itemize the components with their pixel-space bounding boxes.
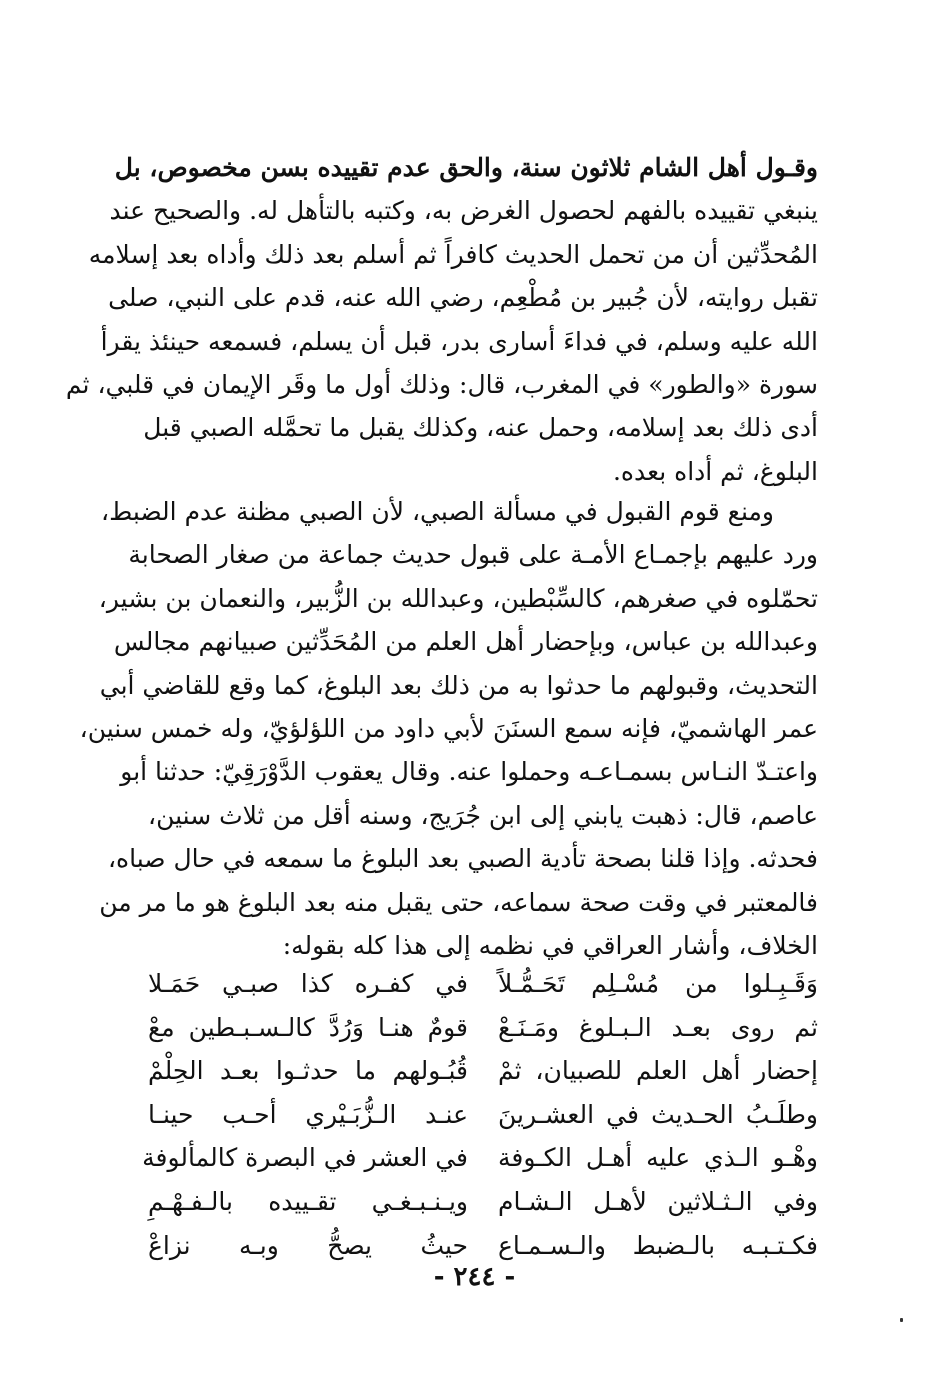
paragraph-line: البلوغ، ثم أداه بعده.	[612, 456, 818, 486]
verse-second-hemistich: عنـد الـزُّبَـيْري أحـب حينـا	[148, 1099, 468, 1129]
verse-first-hemistich: فكـتـبـه بالـضبط والـسـمـاع	[498, 1230, 818, 1260]
verse-second-hemistich: قُبُـولهم ما حدثـوا بعـد الحِلْمْ	[148, 1056, 468, 1086]
paragraph-line: ينبغي تقييده بالفهم لحصول الغرض به، وكتبه بالتأهل له. والصحيح عند	[109, 196, 818, 226]
paragraph-line: سورة «والطور» في المغرب، قال: وذلك أول ما وقَر الإيمان في قلبي، ثم	[65, 370, 818, 400]
paragraph-line: وقـول أهل الشام ثلاثون سنة، والحق عدم تقييده بسن مخصوص، بل	[114, 153, 818, 182]
scan-speck	[900, 1318, 903, 1322]
paragraph-2	[79, 490, 818, 967]
verse-second-hemistich: حيثُ يصحُّ وبـه نزاعْ	[148, 1230, 468, 1260]
paragraph-line: فحدثه. وإذا قلنا بصحة تأدية الصبي بعد البلوغ ما سمعه في حال صباه،	[107, 844, 818, 874]
paragraph-line: الله عليه وسلم، في فداءَ أسارى بدر، قبل أن يسلم، فسمعه حينئذ يقرأ	[100, 326, 818, 356]
verse-first-hemistich: وهْـو الـذي عليه أهـل الكـوفة	[498, 1143, 818, 1173]
paragraph-line: المُحدِّثين أن من تحمل الحديث كافراً ثم أسلم بعد ذلك وأداه بعد إسلامه	[88, 239, 818, 269]
verse-first-hemistich: وَقَـبِـلوا من مُسْـلِم تَحَـمُّـلاً	[498, 969, 818, 998]
poem-verse	[148, 1093, 818, 1137]
verse-first-hemistich: ثم روى بعـد الـبـلوغ ومَـنَـعْ	[498, 1012, 818, 1042]
paragraph-line: ورد عليهم بإجمـاع الأمـة على قبول حديث جماعة من صغار الصحابة	[128, 540, 818, 570]
poem-verse	[148, 1049, 818, 1093]
verse-first-hemistich: وفي الـثـلاثين لأهـل الـشـام	[498, 1186, 818, 1216]
paragraph-line: تقبل روايته، لأن جُبير بن مُطْعِم، رضي الله عنه، قدم على النبي، صلى	[108, 283, 818, 313]
poem-verse	[142, 1136, 818, 1180]
paragraph-1	[65, 146, 818, 493]
page-number: - ٢٤٤ -	[433, 1262, 516, 1292]
verse-first-hemistich: إحضار أهل العلم للصبيان، ثمْ	[498, 1056, 818, 1086]
paragraph-line: عاصم، قال: ذهبت يابني إلى ابن جُرَيج، وسنه أقل من ثلاث سنين،	[148, 800, 818, 830]
paragraph-line: وعبدالله بن عباس، وبإحضار أهل العلم من المُحَدِّثين صبيانهم مجالس	[113, 627, 818, 657]
poem-verse	[148, 1180, 818, 1224]
paragraph-line: تحمّلوه في صغرهم، كالسِّبْطين، وعبدالله بن الزُّبير، والنعمان بن بشير،	[98, 583, 818, 613]
poem	[142, 962, 818, 1267]
verse-first-hemistich: وطلَـبُ الحـديث في العشـرينَ	[498, 1099, 818, 1129]
paragraph-line: واعتـدّ النـاس بسمـاعـه وحملوا عنه. وقال يعقوب الدَّوْرَقِيّ: حدثنا أبو	[120, 757, 818, 787]
paragraph-line: أدى ذلك بعد إسلامه، وحمل عنه، وكذلك يقبل ما تحمَّله الصبي قبل	[143, 413, 818, 443]
paragraph-line: فالمعتبر في وقت صحة سماعه، حتى يقبل منه بعد البلوغ هو ما مر من	[99, 887, 818, 917]
poem-verse	[148, 1006, 818, 1050]
paragraph-line: الخلاف، وأشار العراقي في نظمه إلى هذا كله بقوله:	[282, 931, 818, 961]
poem-verse	[148, 1224, 818, 1268]
paragraph-line: ومنع قوم القبول في مسألة الصبي، لأن الصبي مظنة عدم الضبط،	[101, 497, 774, 526]
verse-second-hemistich: في العشر في البصرة كالمألوفة	[142, 1143, 468, 1173]
verse-second-hemistich: قومٌ هنـا وَرُدَّ كالـسـبـطين معْ	[148, 1012, 468, 1042]
verse-second-hemistich: ويـنـبـغـي تقـييده بالـفـهْـمِ	[148, 1186, 468, 1216]
poem-verse	[148, 962, 818, 1006]
paragraph-line: عمر الهاشميّ، فإنه سمع السنَنَ لأبي داود من اللؤلؤيّ، وله خمس سنين،	[79, 714, 818, 744]
verse-second-hemistich: في كفـره كذا صبـي حَمَـلا	[148, 969, 468, 998]
paragraph-line: التحديث، وقبولهم ما حدثوا به من ذلك بعد البلوغ، كما وقع للقاضي أبي	[99, 670, 818, 700]
